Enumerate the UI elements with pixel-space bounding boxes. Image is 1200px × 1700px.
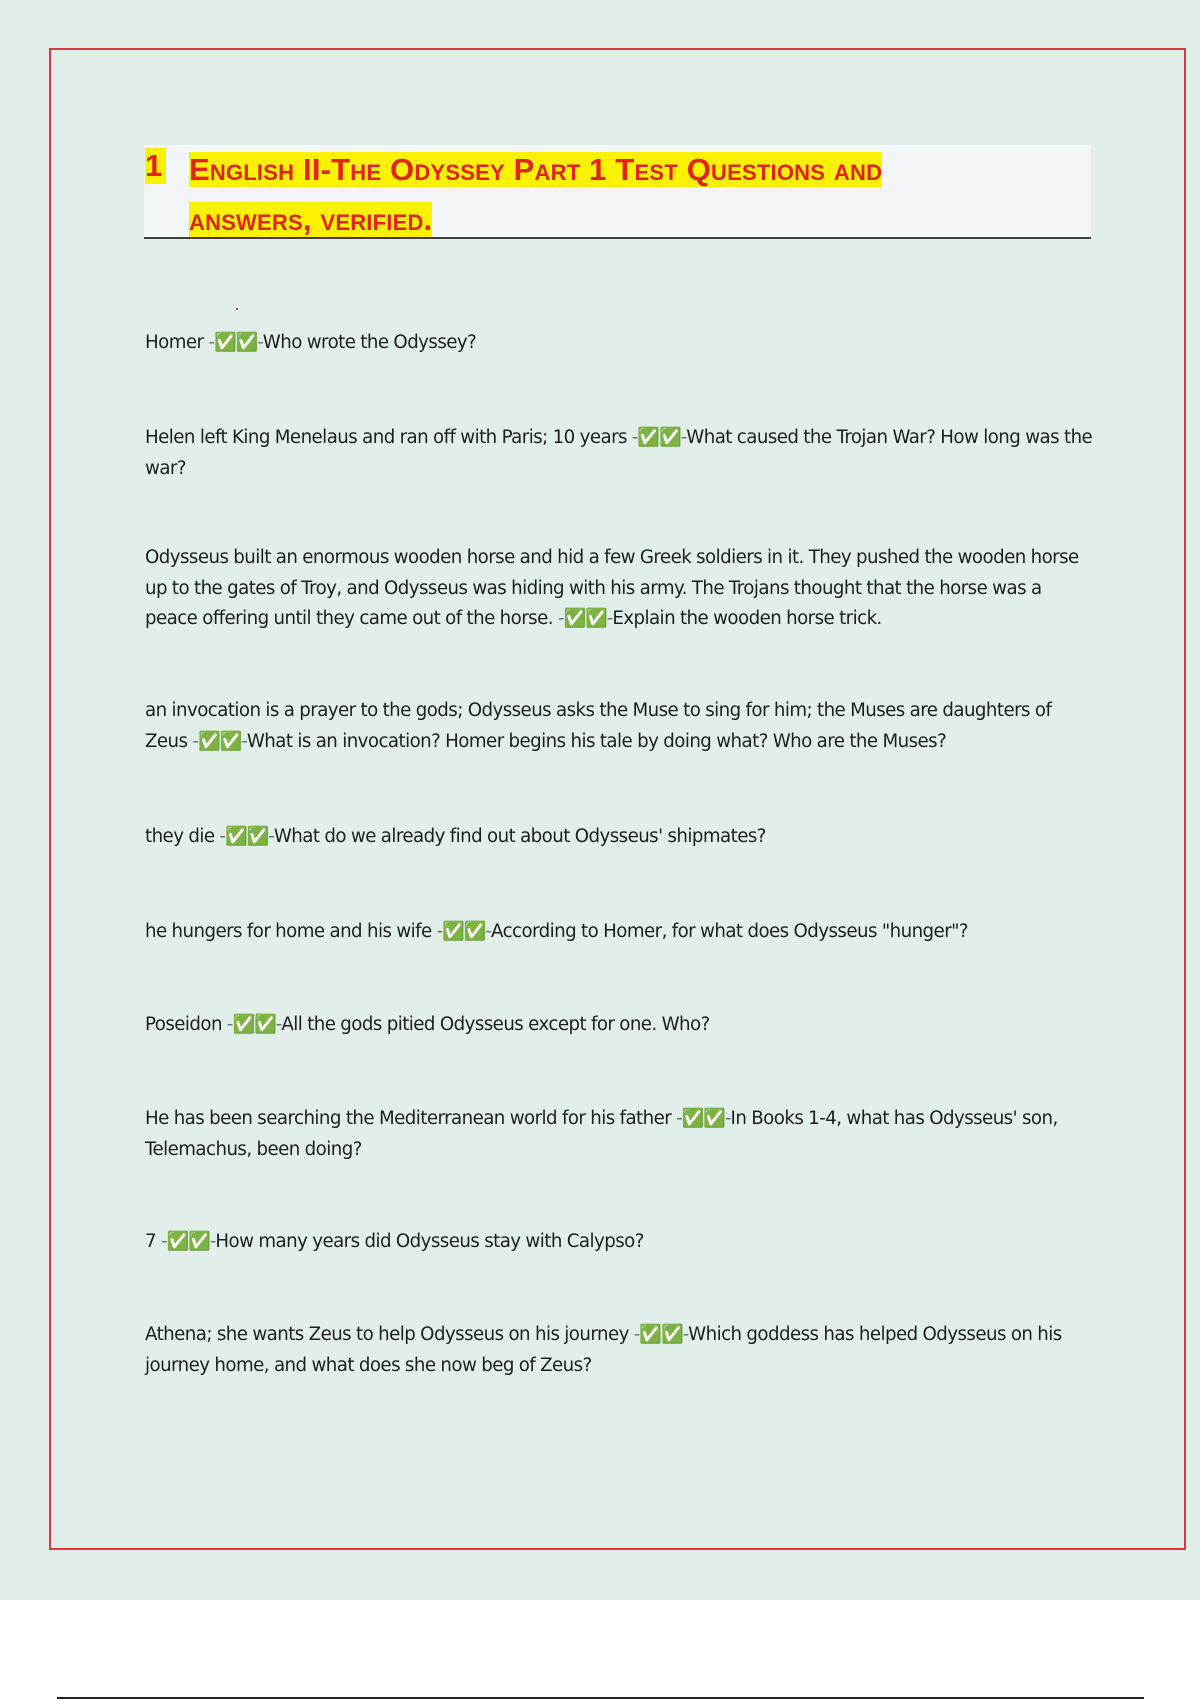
double-check-icon: -✅✅- <box>436 921 491 942</box>
qa-item <box>145 822 1095 853</box>
qa-answer: he hungers for home and his wife <box>145 921 432 942</box>
qa-item <box>145 1320 1095 1381</box>
qa-question: Explain the wooden horse trick. <box>612 608 882 629</box>
qa-question: What is an invocation? Homer begins his tale by doing what? Who are the Muses? <box>246 730 947 752</box>
double-check-icon: -✅✅- <box>631 427 687 448</box>
qa-question: In Books 1-4, what has Odysseus' son, Telemachus, been doing? <box>145 1108 1058 1160</box>
qa-question: What caused the Trojan War? How long was the war? <box>145 427 1093 479</box>
qa-answer: He has been searching the Mediterranean world for his father <box>145 1108 672 1129</box>
qa-item <box>145 917 1095 948</box>
double-check-icon: -✅✅- <box>219 826 274 847</box>
double-check-icon: -✅✅- <box>226 1014 282 1035</box>
qa-answer: Homer <box>145 332 204 353</box>
qa-question: Which goddess has helped Odysseus on his journey home, and what does she now beg of Zeus? <box>145 1324 1062 1376</box>
qa-question: What do we already find out about Odysseus' shipmates? <box>273 826 766 847</box>
qa-answer: Helen left King Menelaus and ran off with Paris; 10 years <box>145 427 627 448</box>
qa-answer: Athena; she wants Zeus to help Odysseus on his journey <box>145 1324 629 1345</box>
qa-question: Who wrote the Odyssey? <box>262 332 477 353</box>
qa-item <box>145 543 1095 635</box>
double-check-icon: -✅✅- <box>208 332 263 353</box>
qa-answer: an invocation is a prayer to the gods; Odysseus asks the Muse to sing for him; the Muses are daughters of Zeus <box>145 700 1052 752</box>
document-heading <box>144 145 1091 239</box>
heading-title-line-1: English II-The Odyssey Part 1 Test Questions and <box>189 152 883 187</box>
heading-title <box>189 148 1009 248</box>
qa-item <box>145 1104 1095 1165</box>
double-check-icon: -✅✅- <box>676 1108 731 1129</box>
qa-item <box>145 696 1095 757</box>
qa-item <box>145 1010 1095 1041</box>
double-check-icon: -✅✅- <box>557 608 613 629</box>
double-check-icon: -✅✅- <box>192 730 247 752</box>
footer-rule <box>57 1697 1144 1699</box>
qa-item <box>145 1227 1095 1258</box>
qa-question: According to Homer, for what does Odysseus "hunger"? <box>491 921 969 942</box>
qa-answer: they die <box>145 826 215 847</box>
qa-answer: 7 <box>145 1231 157 1252</box>
qa-answer: Poseidon <box>145 1014 222 1035</box>
double-check-icon: -✅✅- <box>160 1231 216 1252</box>
qa-question: All the gods pitied Odysseus except for one. Who? <box>281 1014 710 1035</box>
qa-question: How many years did Odysseus stay with Calypso? <box>215 1231 644 1252</box>
qa-answer: Odysseus built an enormous wooden horse and hid a few Greek soldiers in it. They pushed the wooden horse up to the gates of Troy, and Odysseus was hiding with his army. The Trojans thought that the horse was a peace offering until they came out of the horse. <box>145 547 1079 629</box>
heading-title-line-2: answers, verified. <box>189 202 433 237</box>
stray-mark <box>236 308 238 310</box>
qa-item <box>145 328 1095 359</box>
heading-number: 1 <box>145 148 166 184</box>
double-check-icon: -✅✅- <box>633 1324 689 1345</box>
qa-item <box>145 423 1095 484</box>
